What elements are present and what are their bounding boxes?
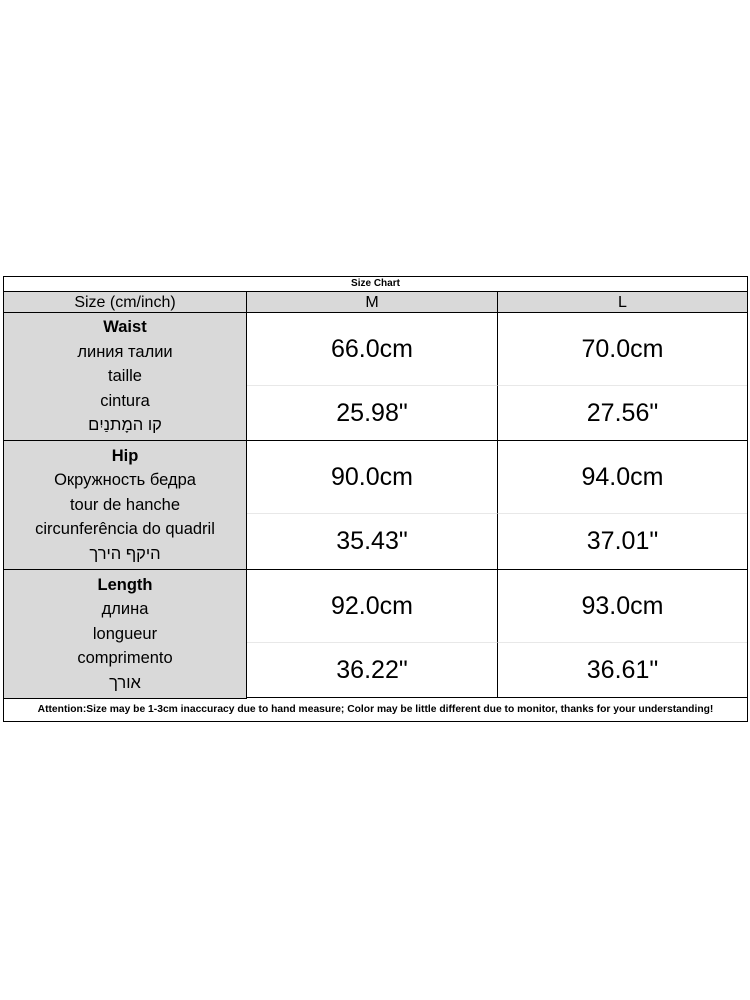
waist-l-inch: 27.56" — [498, 386, 747, 441]
attention-note: Attention:Size may be 1-3cm inaccuracy due to hand measure; Color may be little different due to monitor, thanks for your understanding! — [37, 704, 714, 715]
label-he: קו המָתנַיִם — [88, 416, 162, 435]
label-he: היקף הירך — [89, 544, 161, 563]
label-fr: taille — [108, 367, 142, 386]
waist-l-cm: 70.0cm — [498, 313, 747, 386]
hip-l-inch: 37.01" — [498, 514, 747, 570]
size-chart-table — [3, 276, 748, 722]
length-l-inch: 36.61" — [498, 643, 747, 698]
chart-title: Size Chart — [4, 277, 747, 292]
label-ru: Окружность бедра — [54, 471, 196, 490]
label-he: אורך — [109, 673, 141, 692]
header-l: L — [498, 292, 747, 313]
length-m-cm: 92.0cm — [247, 570, 498, 643]
label-ru: длина — [101, 600, 149, 619]
header-size: Size (cm/inch) — [4, 292, 247, 313]
row-label-length — [4, 570, 247, 699]
waist-m-cm: 66.0cm — [247, 313, 498, 386]
hip-m-cm: 90.0cm — [247, 441, 498, 514]
label-en: Waist — [103, 318, 147, 337]
row-label-hip — [4, 441, 247, 570]
label-pt: cintura — [100, 391, 150, 410]
label-fr: longueur — [92, 624, 158, 643]
label-pt: comprimento — [77, 649, 173, 668]
label-pt: circunferência do quadril — [35, 520, 215, 539]
waist-m-inch: 25.98" — [247, 386, 498, 441]
row-label-waist — [4, 313, 247, 441]
header-m: M — [247, 292, 498, 313]
length-l-cm: 93.0cm — [498, 570, 747, 643]
label-ru: линия талии — [77, 342, 173, 361]
hip-m-inch: 35.43" — [247, 514, 498, 570]
label-en: Length — [97, 575, 153, 594]
label-en: Hip — [111, 446, 139, 465]
length-m-inch: 36.22" — [247, 643, 498, 698]
hip-l-cm: 94.0cm — [498, 441, 747, 514]
label-fr: tour de hanche — [69, 495, 181, 514]
